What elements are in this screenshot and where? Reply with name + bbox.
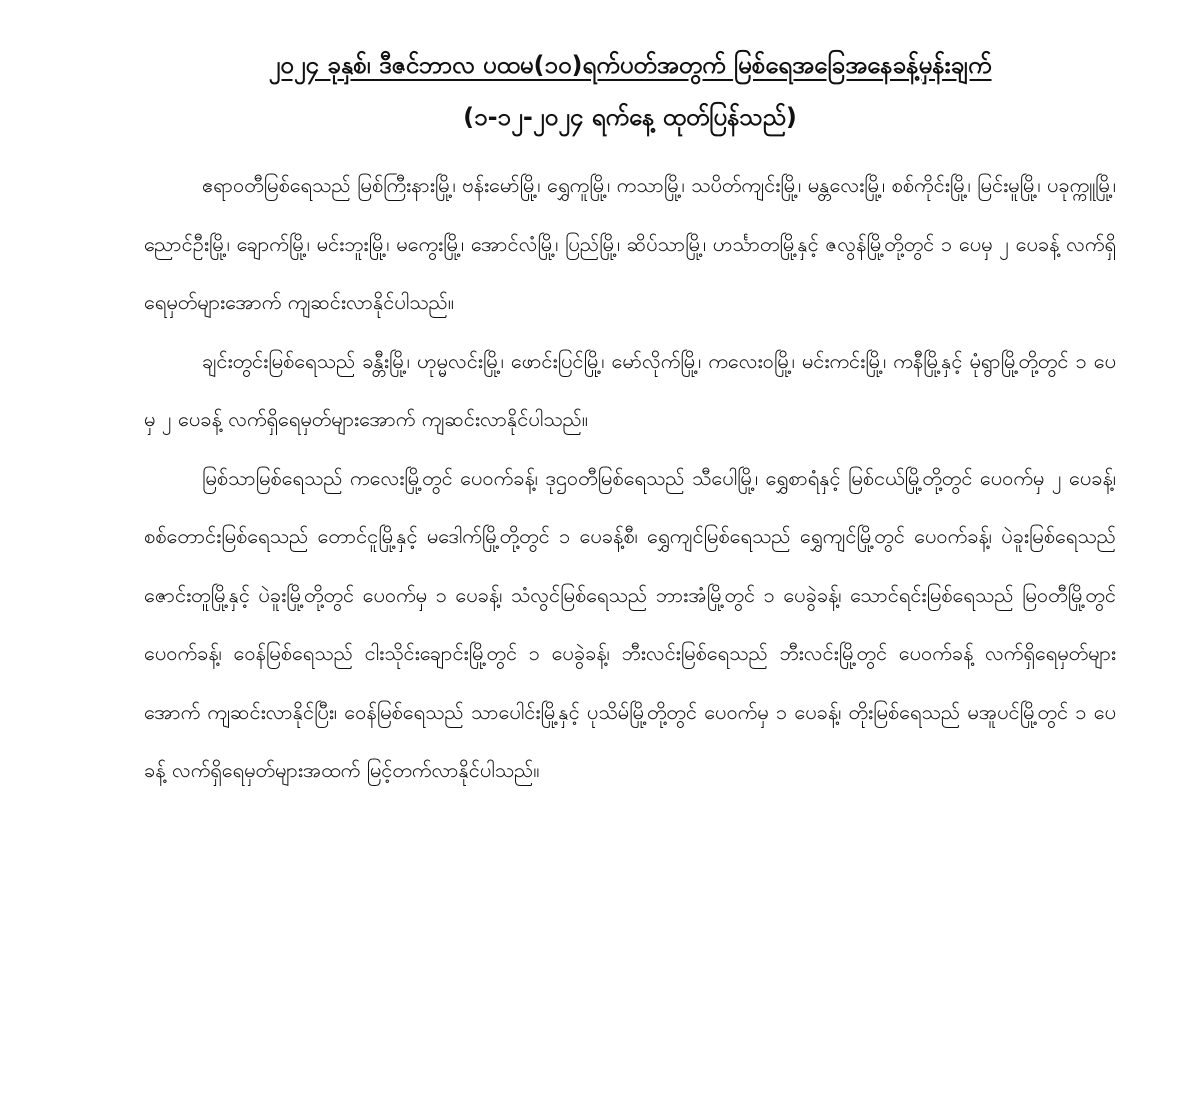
document-title <box>144 40 1116 90</box>
paragraph-other-rivers: မြစ်သာမြစ်ရေသည် ကလေးမြို့တွင် ပေဝက်ခန့်၊ ဒုဌဝတီမြစ်ရေသည် သီပေါမြို့၊ ရွှေစာရံနှင့် မြစ်ငယ်မြို့တို့တွင် ပေဝက်မှ ၂ ပေခန့်၊ စစ်တောင်းမြစ်ရေသည် တောင်ငူမြို့နှင့် မဒေါက်မြို့တို့တွင် ၁ ပေခန့်စီ၊ ရွှေကျင်မြစ်ရေသည် ရွှေကျင်မြို့တွင် ပေဝက်ခန့်၊ ပဲခူးမြစ်ရေသည် ဇောင်းတူမြို့နှင့် ပဲခူးမြို့တို့တွင် ပေဝက်မှ ၁ ပေခန့်၊ သံလွင်မြစ်ရေသည် ဘားအံမြို့တွင် ၁ ပေခွဲခန့်၊ သောင်ရင်းမြစ်ရေသည် မြဝတီမြို့တွင် ပေဝက်ခန့်၊ ဝေန်မြစ်ရေသည် ငါးသိုင်းချောင်းမြို့တွင် ၁ ပေခွဲခန့်၊ ဘီးလင်းမြစ်ရေသည် ဘီးလင်းမြို့တွင် ပေဝက်ခန့် လက်ရှိရေမှတ်များအောက် ကျဆင်းလာနိုင်ပြီး၊ ဝေန်မြစ်ရေသည် သာပေါင်းမြို့နှင့် ပုသိမ်မြို့တို့တွင် ပေဝက်မှ ၁ ပေခန့်၊ တိုးမြစ်ရေသည် မအူပင်မြို့တွင် ၁ ပေခန့် လက်ရှိရေမှတ်များအထက် မြင့်တက်လာနိုင်ပါသည်။ <box>144 465 1117 782</box>
paragraph-irrawaddy: ဧရာဝတီမြစ်ရေသည် မြစ်ကြီးနားမြို့၊ ဗန်းမော်မြို့၊ ရွှေကူမြို့၊ ကသာမြို့၊ သပိတ်ကျင်းမြို့၊ မန္တလေးမြို့၊ စစ်ကိုင်းမြို့၊ မြင်းမူမြို့၊ ပခုက္ကူမြို့၊ ညောင်ဦးမြို့၊ ချောက်မြို့၊ မင်းဘူးမြို့၊ မကွေးမြို့၊ အောင်လံမြို့၊ ပြည်မြို့၊ ဆိပ်သာမြို့၊ ဟင်္သာတမြို့နှင့် ဇလွန်မြို့တို့တွင် ၁ ပေမှ ၂ ပေခန့် လက်ရှိရေမှတ်များအောက် ကျဆင်းလာနိုင်ပါသည်။ <box>144 173 1116 314</box>
document-title-text: ၂၀၂၄ ခုနှစ်၊ ဒီဇင်ဘာလ ပထမ(၁၀)ရက်ပတ်အတွက် မြစ်ရေအခြေအနေခန့်မှန်းချက် <box>268 51 992 79</box>
paragraph-chindwin: ချင်းတွင်းမြစ်ရေသည် ခန္တီးမြို့၊ ဟုမ္မလင်းမြို့၊ ဖောင်းပြင်မြို့၊ မော်လိုက်မြို့၊ ကလေးဝမြို့၊ မင်းကင်းမြို့၊ ကနီမြို့နှင့် မုံရွာမြို့တို့တွင် ၁ ပေမှ ၂ ပေခန့် လက်ရှိရေမှတ်များအောက် ကျဆင်းလာနိုင်ပါသည်။ <box>144 348 1116 431</box>
document-subtitle: (၁-၁၂-၂၀၂၄ ရက်နေ့ ထုတ်ပြန်သည်) <box>463 103 797 131</box>
